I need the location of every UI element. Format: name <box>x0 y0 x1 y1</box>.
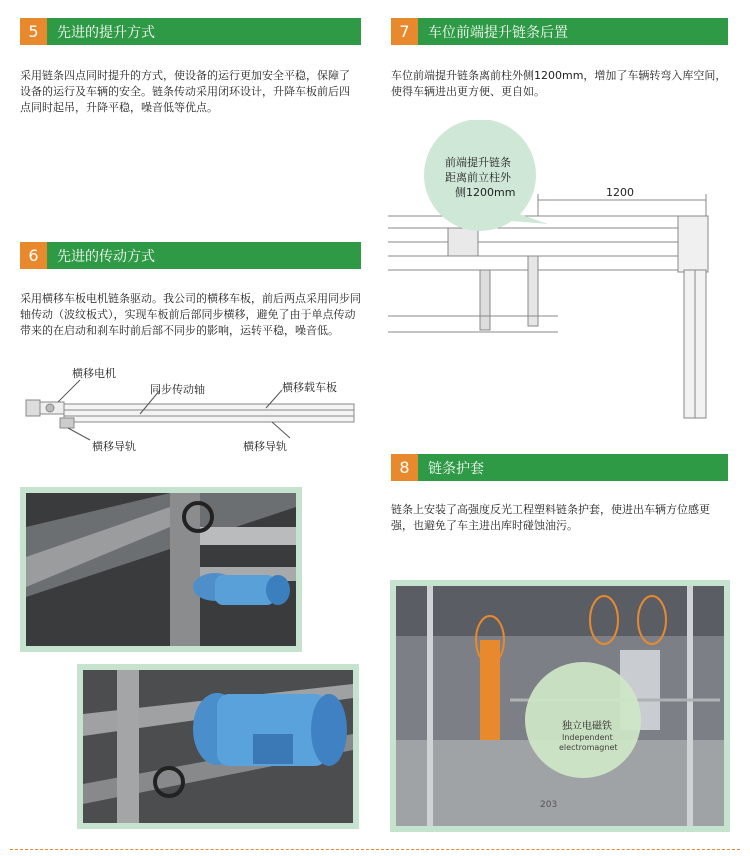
section-5-title: 先进的提升方式 <box>57 24 155 41</box>
callout-line-3: 侧1200mm <box>455 186 516 199</box>
section-5-body: 采用链条四点同时提升的方式，使设备的运行更加安全平稳，保障了设备的运行及车辆的安全。链条传动采用闭环设计，升降车板前后四点同时起吊，升降平稳，噪音低等优点。 <box>20 69 350 114</box>
callout-line-1: 前端提升链条 <box>445 156 511 169</box>
section-8-body: 链条上安装了高强度反光工程塑料链条护套，使进出车辆方位感更强，也避免了车主进出库时碰蚀油污。 <box>391 503 710 532</box>
chain-motor-illustration-1 <box>20 487 302 652</box>
garage-photo <box>390 580 730 832</box>
chain-motor-photo-2 <box>77 664 359 829</box>
label-rail-right: 横移导轨 <box>243 440 287 453</box>
chain-motor-illustration-2 <box>77 664 359 829</box>
section-6-number: 6 <box>20 242 47 269</box>
section-5-header <box>20 18 361 45</box>
label-rail-left: 横移导轨 <box>92 440 136 453</box>
traverse-drive-diagram <box>20 360 360 460</box>
section-8-header <box>391 454 728 481</box>
floor-number-mark: 203 <box>540 800 558 810</box>
section-7-header <box>391 18 728 45</box>
section-7-title: 车位前端提升链条后置 <box>428 24 568 41</box>
chain-motor-photo-1 <box>20 487 302 652</box>
section-6-title: 先进的传动方式 <box>57 248 155 265</box>
electromagnet-caption-cn: 独立电磁铁 <box>562 721 612 732</box>
section-6-header <box>20 242 361 269</box>
section-8-number: 8 <box>391 454 418 481</box>
section-7-number: 7 <box>391 18 418 45</box>
label-sync-shaft: 同步传动轴 <box>150 383 205 396</box>
section-8-title: 链条护套 <box>428 460 484 477</box>
electromagnet-caption-en-2: electromagnet <box>559 743 618 752</box>
section-7-body: 车位前端提升链条离前柱外侧1200mm，增加了车辆转弯入库空间，使得车辆进出更方便、更自如。 <box>391 69 727 98</box>
section-5-number: 5 <box>20 18 47 45</box>
garage-illustration <box>390 580 730 832</box>
label-traverse-plate: 横移载车板 <box>282 381 337 394</box>
section-6-body: 采用横移车板电机链条驱动。我公司的横移车板，前后两点采用同步同轴传动（波纹板式），实现车板前后部同步横移，避免了由于单点传动带来的在启动和刹车时前后部不同步的影响，运转平稳，噪音低。 <box>20 292 361 337</box>
dimension-1200: 1200 <box>606 186 634 199</box>
callout-line-2: 距离前立柱外 <box>445 171 511 184</box>
label-traverse-motor: 横移电机 <box>72 367 116 380</box>
front-chain-diagram <box>388 120 733 430</box>
bottom-divider <box>10 849 740 850</box>
electromagnet-caption-en-1: Independent <box>562 733 613 742</box>
